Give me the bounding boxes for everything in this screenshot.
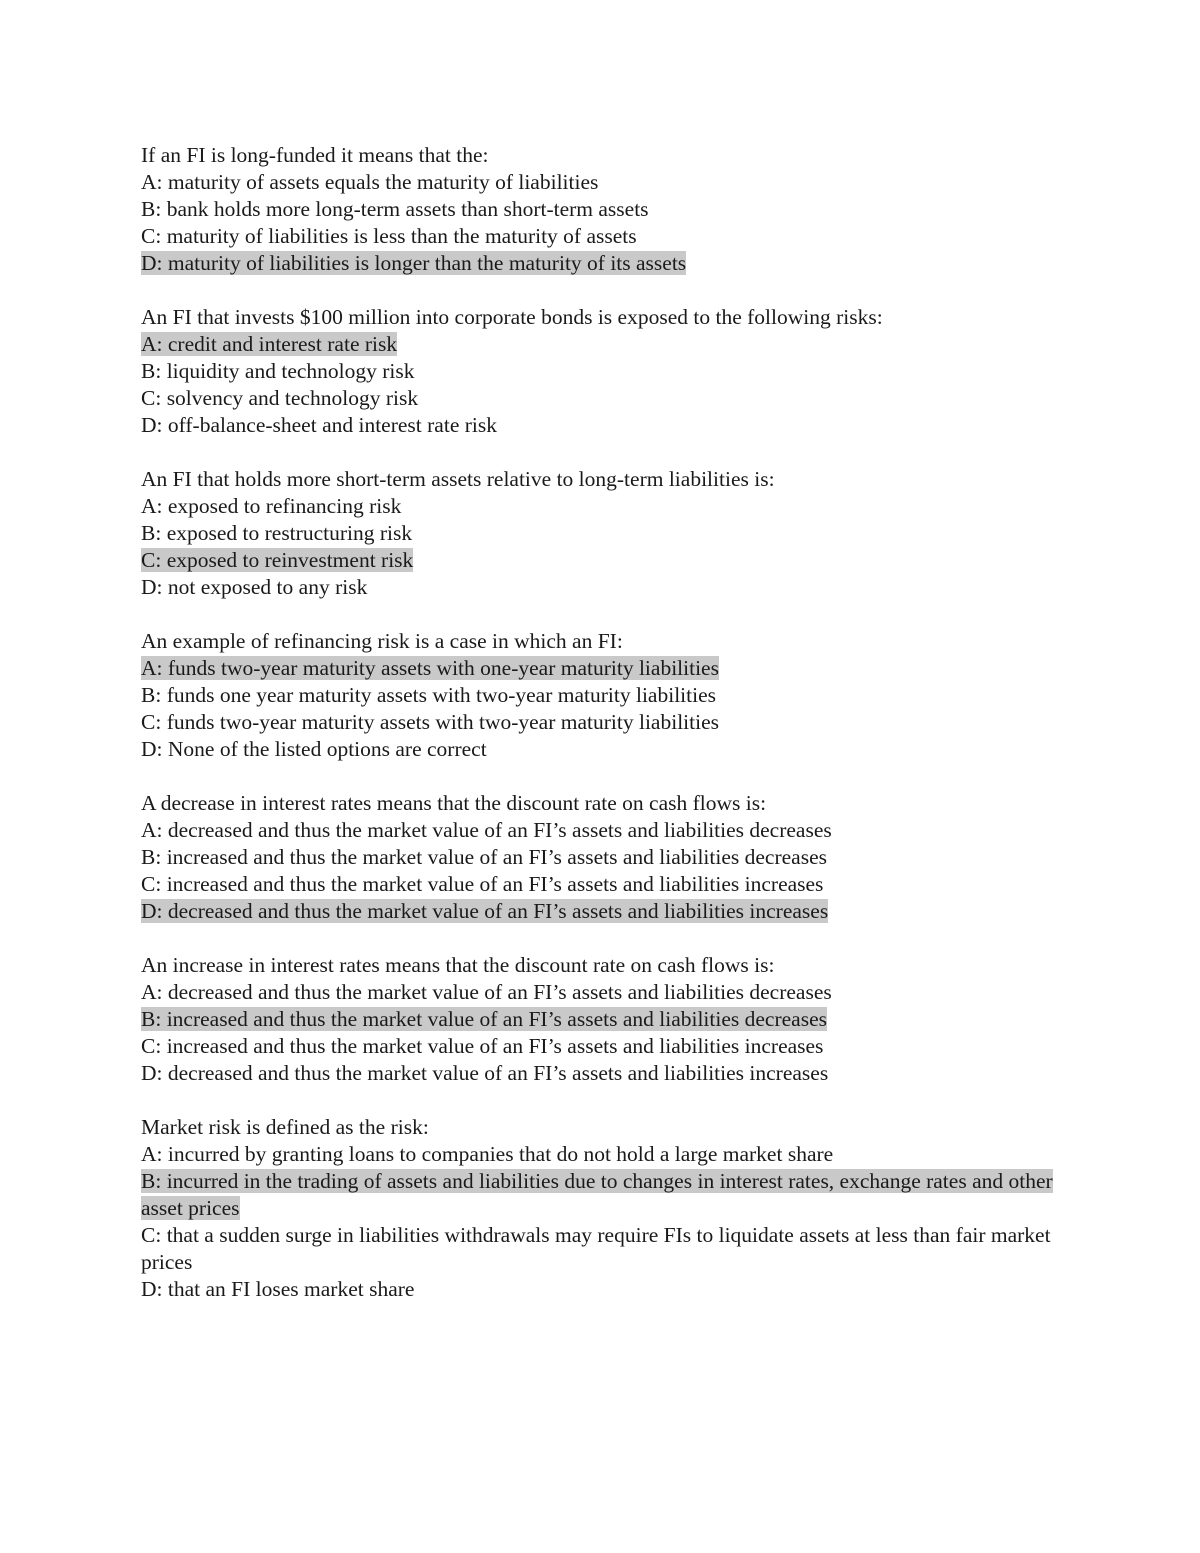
question-5 xyxy=(141,790,1061,925)
answer-option-b: B: incurred in the trading of assets and liabilities due to changes in interest rates, exchange rates and other asset prices xyxy=(141,1169,1053,1220)
answer-option-a: A: exposed to refinancing risk xyxy=(141,494,402,518)
question-stem: If an FI is long-funded it means that the: xyxy=(141,143,489,167)
answer-option-b: B: increased and thus the market value of an FI’s assets and liabilities decreases xyxy=(141,845,827,869)
answer-option-d: D: that an FI loses market share xyxy=(141,1277,415,1301)
question-7 xyxy=(141,1114,1061,1303)
answer-option-d: D: decreased and thus the market value of an FI’s assets and liabilities increases xyxy=(141,1061,829,1085)
question-stem: Market risk is defined as the risk: xyxy=(141,1115,429,1139)
answer-option-c: C: exposed to reinvestment risk xyxy=(141,548,414,572)
answer-option-b: B: exposed to restructuring risk xyxy=(141,521,413,545)
question-2 xyxy=(141,304,1061,439)
answer-option-c: C: that a sudden surge in liabilities withdrawals may require FIs to liquidate assets at less than fair market prices xyxy=(141,1223,1051,1274)
answer-option-d: D: off-balance-sheet and interest rate risk xyxy=(141,413,497,437)
answer-option-b: B: liquidity and technology risk xyxy=(141,359,415,383)
question-stem: An increase in interest rates means that the discount rate on cash flows is: xyxy=(141,953,775,977)
question-1 xyxy=(141,142,1061,277)
answer-option-b: B: funds one year maturity assets with two-year maturity liabilities xyxy=(141,683,716,707)
answer-option-a: A: decreased and thus the market value of an FI’s assets and liabilities decreases xyxy=(141,818,832,842)
answer-option-c: C: maturity of liabilities is less than the maturity of assets xyxy=(141,224,637,248)
answer-option-a: A: funds two-year maturity assets with one-year maturity liabilities xyxy=(141,656,719,680)
answer-option-b: B: increased and thus the market value of an FI’s assets and liabilities decreases xyxy=(141,1007,827,1031)
answer-option-d: D: None of the listed options are correct xyxy=(141,737,487,761)
answer-option-d: D: decreased and thus the market value of an FI’s assets and liabilities increases xyxy=(141,899,829,923)
question-4 xyxy=(141,628,1061,763)
answer-option-c: C: increased and thus the market value of an FI’s assets and liabilities increases xyxy=(141,872,824,896)
answer-option-a: A: maturity of assets equals the maturity of liabilities xyxy=(141,170,599,194)
question-6 xyxy=(141,952,1061,1087)
answer-option-a: A: incurred by granting loans to companies that do not hold a large market share xyxy=(141,1142,834,1166)
answer-option-d: D: not exposed to any risk xyxy=(141,575,368,599)
answer-option-c: C: solvency and technology risk xyxy=(141,386,419,410)
answer-option-a: A: decreased and thus the market value of an FI’s assets and liabilities decreases xyxy=(141,980,832,1004)
answer-option-a: A: credit and interest rate risk xyxy=(141,332,398,356)
answer-option-c: C: funds two-year maturity assets with two-year maturity liabilities xyxy=(141,710,719,734)
question-stem: An FI that invests $100 million into corporate bonds is exposed to the following risks: xyxy=(141,305,883,329)
question-stem: An FI that holds more short-term assets relative to long-term liabilities is: xyxy=(141,467,775,491)
question-stem: An example of refinancing risk is a case in which an FI: xyxy=(141,629,623,653)
answer-option-c: C: increased and thus the market value of an FI’s assets and liabilities increases xyxy=(141,1034,824,1058)
answer-option-b: B: bank holds more long-term assets than short-term assets xyxy=(141,197,649,221)
question-list xyxy=(141,142,1061,1330)
question-3 xyxy=(141,466,1061,601)
question-stem: A decrease in interest rates means that the discount rate on cash flows is: xyxy=(141,791,767,815)
answer-option-d: D: maturity of liabilities is longer than the maturity of its assets xyxy=(141,251,687,275)
